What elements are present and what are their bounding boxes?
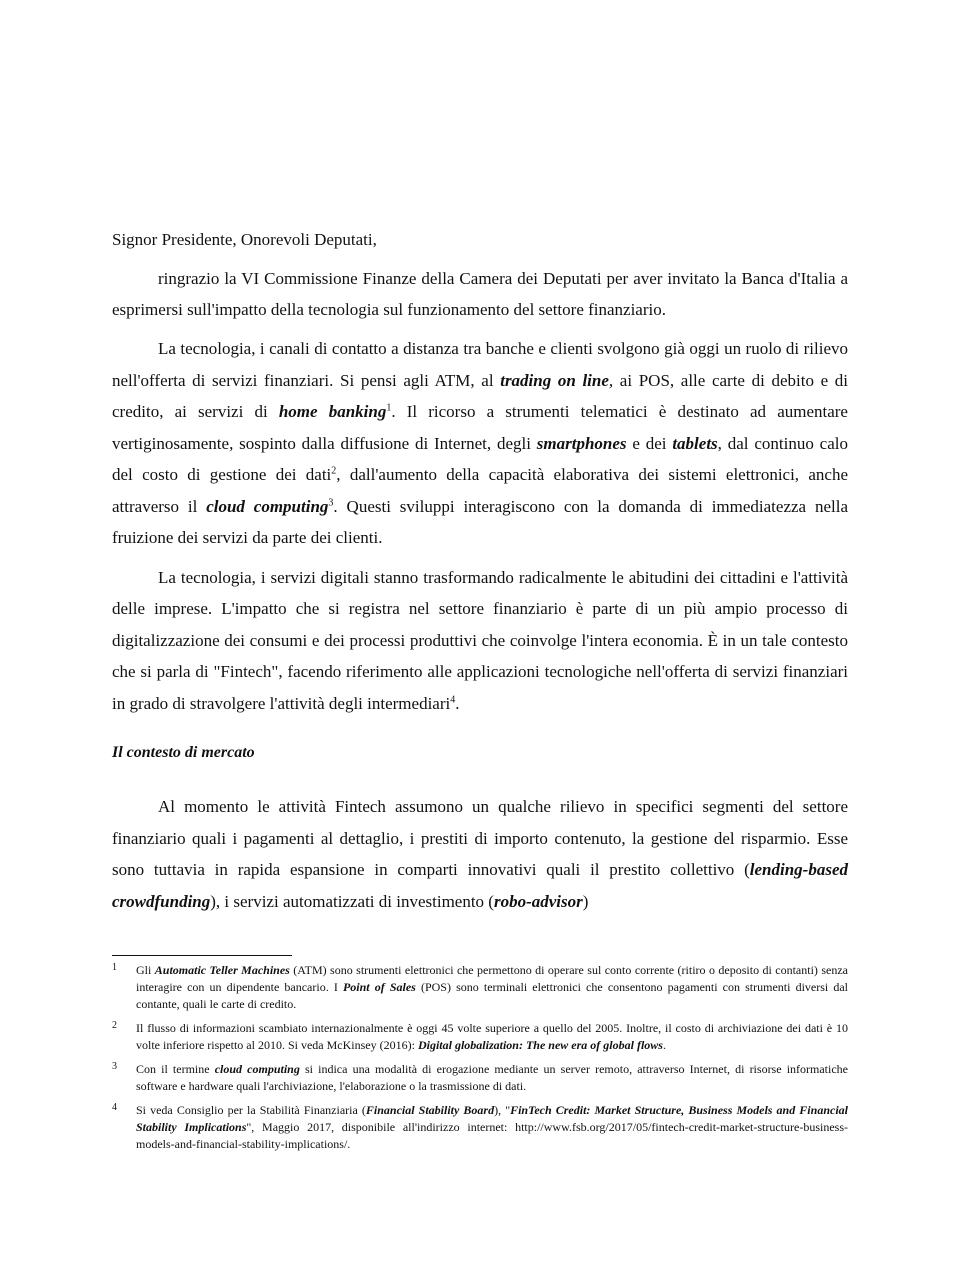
paragraph-4-text: ), i servizi automatizzati di investimento (	[210, 891, 494, 911]
paragraph-4-text: )	[582, 891, 589, 911]
footnote-4-text: ), "	[494, 1103, 511, 1117]
paragraph-1: ringrazio la VI Commissione Finanze della Camera dei Deputati per aver invitato la Banca d'Italia a esprimersi sull'impatto della tecnologia sul funzionamento del settore finanziario.	[112, 269, 848, 319]
footnote-ref-3[interactable]: 3	[328, 496, 334, 508]
paragraph-2-text: La tecnologia, i canali di contatto a distanza tra banche e clienti svolgono già oggi un ruolo di rilievo nell'offerta di servizi finanziari. Si pensi agli ATM, al	[112, 339, 848, 390]
footnote-number: 3	[112, 1061, 117, 1072]
footnote-number: 2	[112, 1020, 117, 1031]
paragraph-4-text: Al momento le attività Fintech assumono un qualche rilievo in specifici segmenti del settore finanziario quali i pagamenti al dettaglio, i prestiti di importo contenuto, la gestione del risparmio. Esse sono tuttavia in rapida espansione in comparti innovativi quali il prestito collettivo (	[112, 797, 848, 879]
footnote-number: 4	[112, 1102, 117, 1113]
emphasis-home-banking: home banking	[278, 402, 387, 421]
emphasis-atm: Automatic Teller Machines	[154, 963, 290, 977]
paragraph-2	[112, 333, 848, 554]
emphasis-digital-globalization: Digital globalization: The new era of global flows	[417, 1038, 663, 1052]
paragraph-2-text: . Il ricorso a strumenti telematici è destinato ad aumentare vertiginosamente, sospinto dalla diffusione di Internet, degli	[112, 402, 848, 453]
emphasis-lending-crowdfunding: lending-based crowdfunding	[112, 860, 848, 911]
document-body	[112, 228, 848, 917]
footnotes	[112, 962, 848, 1160]
paragraph-3	[112, 562, 848, 720]
footnote-ref-4[interactable]: 4	[450, 693, 456, 705]
emphasis-smartphones: smartphones	[536, 433, 627, 453]
salutation: Signor Presidente, Onorevoli Deputati,	[112, 230, 377, 249]
footnote-1-text: (POS) sono terminali elettronici che consentono pagamenti con strumenti diversi dal contante, quali le carte di credito.	[136, 980, 849, 1011]
paragraph-3-text: La tecnologia, i servizi digitali stanno trasformando radicalmente le abitudini dei cittadini e l'attività delle imprese. L'impatto che si registra nel settore finanziario è parte di un più ampio processo di digitalizzazione dei consumi e dei processi produttivi che coinvolge l'intera economia. È in un tale contesto che si parla di "Fintech", facendo riferimento alle applicazioni tecnologiche nell'offerta di servizi finanziari in grado di stravolgere l'attività degli intermediari	[112, 567, 848, 713]
emphasis-fsb: Financial Stability Board	[365, 1103, 495, 1117]
emphasis-cloud-computing: cloud computing	[214, 1062, 300, 1076]
footnote-ref-2[interactable]: 2	[331, 465, 337, 477]
footnote-text	[136, 962, 848, 1013]
paragraph-2-text: , dal continuo calo del costo di gestione dei dati	[112, 433, 848, 484]
footnote-text	[136, 1061, 848, 1095]
paragraph-3-text: .	[455, 693, 460, 713]
emphasis-trading-on-line: trading on line	[500, 370, 609, 390]
footnote-text	[136, 1020, 848, 1054]
footnote-1-text: Gli	[136, 963, 155, 977]
paragraph-4	[112, 791, 848, 917]
emphasis-fintech-credit-title: FinTech Credit: Market Structure, Business Models and Financial Stability Implications	[136, 1103, 848, 1134]
paragraph-2-text: , dall'aumento della capacità elaborativa dei sistemi elettronici, anche attraverso il	[112, 465, 848, 516]
emphasis-robo-advisor: robo-advisor	[493, 891, 583, 911]
footnote-4	[112, 1102, 848, 1153]
footnote-number: 1	[112, 962, 117, 973]
emphasis-cloud-computing: cloud computing	[206, 496, 329, 516]
footnote-3	[112, 1061, 848, 1095]
footnote-separator	[112, 955, 292, 956]
footnote-1-text: (ATM) sono strumenti elettronici che permettono di operare sul conto corrente (ritiro o deposito di contanti) senza interagire con un dipendente bancario. I	[136, 963, 848, 994]
footnote-2	[112, 1020, 848, 1054]
footnote-1	[112, 962, 848, 1013]
footnote-3-text: Con il termine	[136, 1062, 215, 1076]
footnote-3-text: si indica una modalità di erogazione mediante un server remoto, attraverso Internet, di risorse informatiche software e hardware quali l'archiviazione, l'elaborazione o la trasmissione di dati.	[136, 1062, 848, 1093]
footnote-text	[136, 1102, 848, 1153]
footnote-4-text[interactable]: ", Maggio 2017, disponibile all'indirizzo internet: http://www.fsb.org/2017/05/fintech-credit-market-structure-business-models-and-financial-stability-implications/.	[136, 1120, 848, 1151]
footnote-ref-1[interactable]: 1	[386, 402, 392, 414]
emphasis-pos: Point of Sales	[342, 980, 416, 994]
footnote-2-text: .	[662, 1038, 666, 1052]
footnote-2-text: Il flusso di informazioni scambiato internazionalmente è oggi 45 volte superiore a quello del 2005. Inoltre, il costo di archiviazione dei dati è 10 volte inferiore rispetto al 2010. Si veda McKinsey (2016):	[136, 1021, 848, 1052]
section-heading: Il contesto di mercato	[112, 744, 255, 761]
paragraph-2-text: e dei	[626, 433, 673, 453]
paragraph-2-text: , ai POS, alle carte di debito e di credito, ai servizi di	[112, 370, 849, 421]
paragraph-2-text: . Questi sviluppi interagiscono con la domanda di immediatezza nella fruizione dei servizi da parte dei clienti.	[112, 496, 848, 547]
emphasis-tablets: tablets	[672, 433, 718, 453]
footnote-4-text: Si veda Consiglio per la Stabilità Finanziaria (	[136, 1103, 366, 1117]
